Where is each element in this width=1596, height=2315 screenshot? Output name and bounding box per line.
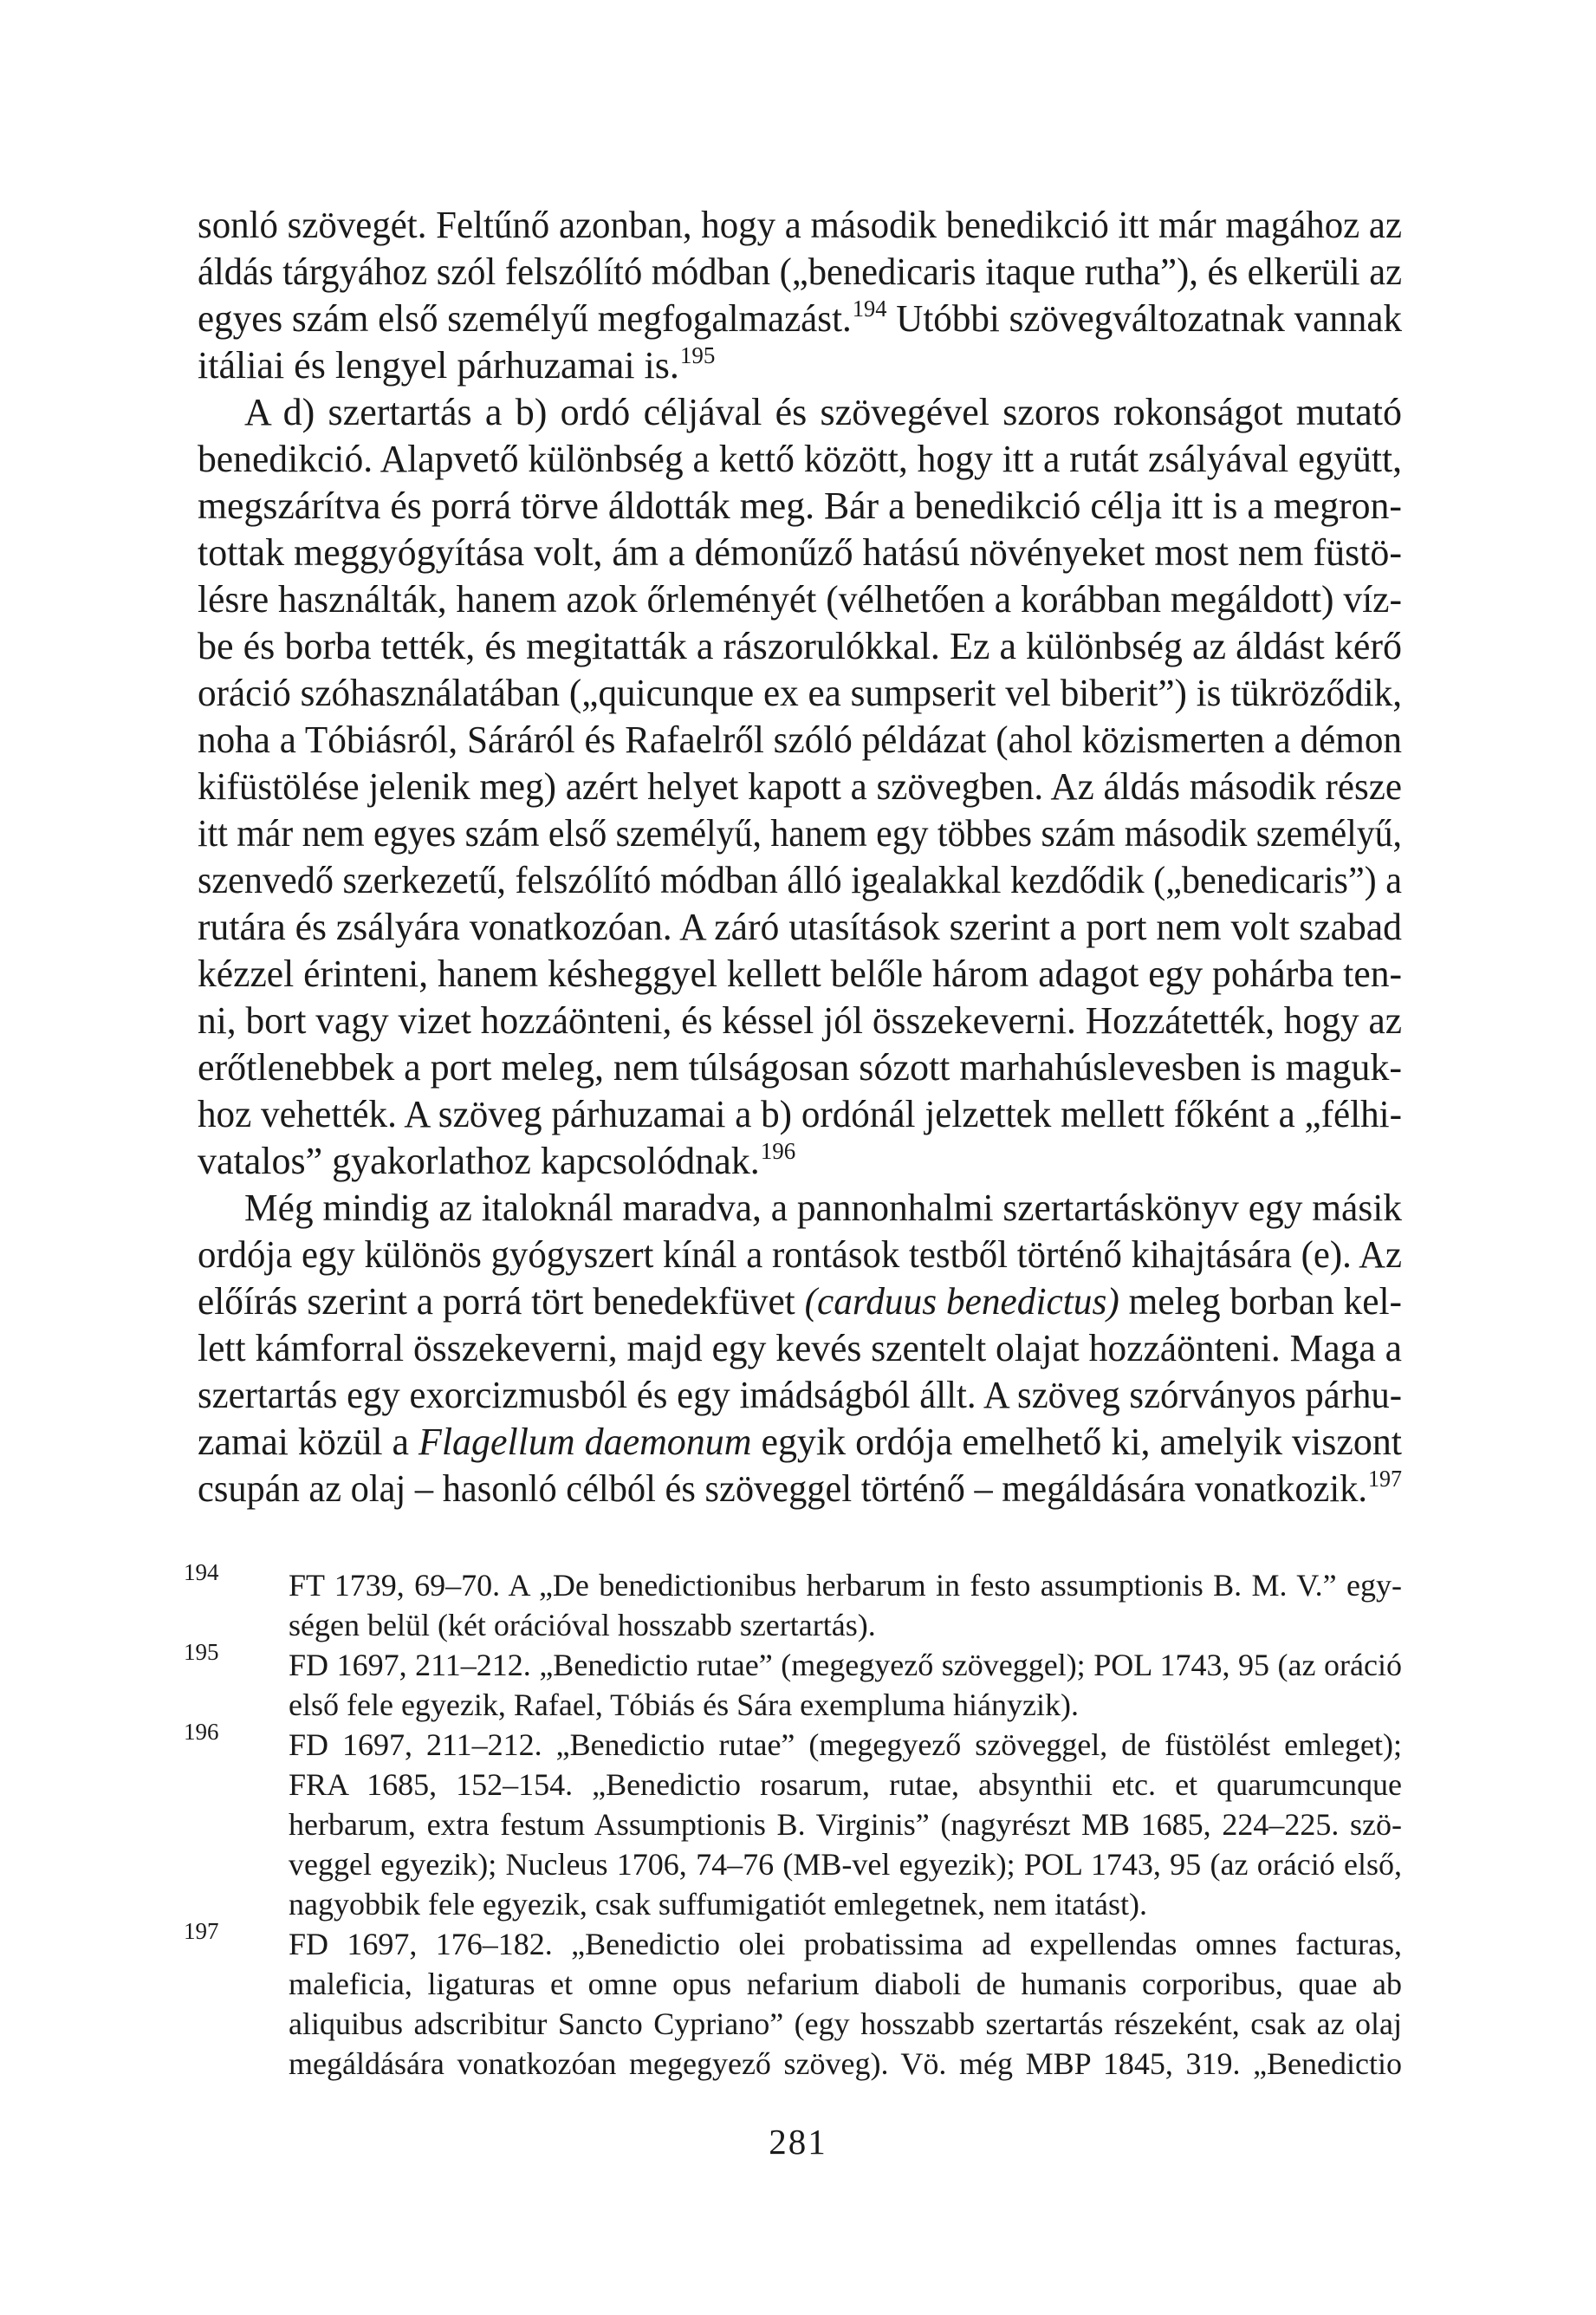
text-run: vatalos” gyakorlathoz kapcsolódnak. xyxy=(198,1140,760,1182)
line-content xyxy=(289,1608,876,1642)
text-run: meleg borban kel- xyxy=(1119,1280,1402,1323)
text-run: előírás szerint a porrá tört benedekfüvet xyxy=(198,1280,805,1323)
text-line xyxy=(198,764,1402,810)
text-line xyxy=(198,1232,1402,1278)
text-run: itt már nem egyes szám első személyű, hanem egy többes szám második személyű, xyxy=(198,812,1402,855)
text-run: megáldására vonatkozóan megegyező szöveg). Vö. még MBP 1845, 319. „Benedictio xyxy=(289,2046,1402,2081)
line-content xyxy=(289,1847,1402,1882)
text-run: FD 1697, 211–212. „Benedictio rutae” (megegyező szöveggel, de füstölést emleget); xyxy=(289,1727,1402,1762)
text-line xyxy=(198,1372,1402,1419)
line-content xyxy=(198,1232,1402,1278)
text-run: áldás tárgyához szól felszólító módban („benedicaris itaque rutha”), és elkerüli az xyxy=(198,250,1402,293)
footnote-number: 197 xyxy=(184,1918,219,1944)
line-content xyxy=(289,1687,1079,1722)
text-line xyxy=(198,717,1402,764)
line-content xyxy=(289,1967,1402,2001)
text-line xyxy=(198,951,1402,998)
text-line xyxy=(198,530,1402,576)
line-content xyxy=(198,530,1402,576)
text-run: ordója egy különös gyógyszert kínál a rontások testből történő kihajtására (e). Az xyxy=(198,1233,1402,1276)
text-run: egyik ordója emelhető ki, amelyik viszont xyxy=(751,1421,1402,1463)
text-run: zamai közül a xyxy=(198,1421,419,1463)
line-content xyxy=(198,296,1402,342)
text-run: FD 1697, 176–182. „Benedictio olei probatissima ad expellendas omnes facturas, xyxy=(289,1927,1402,1961)
line-content xyxy=(289,1648,1402,1682)
text-line xyxy=(198,1185,1402,1232)
line-content xyxy=(198,764,1402,810)
italic-text: Flagellum daemonum xyxy=(418,1421,752,1463)
line-content xyxy=(198,1091,1402,1138)
line-content xyxy=(244,391,1402,433)
line-content xyxy=(198,483,1402,530)
text-run: herbarum, extra festum Assumptionis B. Virginis” (nagyrészt MB 1685, 224–225. szö- xyxy=(289,1807,1402,1842)
text-line xyxy=(289,1884,1402,1924)
text-line xyxy=(198,623,1402,670)
line-content xyxy=(198,951,1402,998)
line-content xyxy=(198,1046,1402,1089)
line-content xyxy=(198,344,715,387)
line-content xyxy=(289,1767,1402,1802)
line-content xyxy=(198,1372,1402,1419)
text-line xyxy=(198,1138,1402,1185)
text-run: kifüstölése jelenik meg) azért helyet kapott a szövegben. Az áldás második része xyxy=(198,765,1402,808)
text-line xyxy=(198,1044,1402,1091)
line-content xyxy=(198,436,1402,483)
text-run: be és borba tették, és megitatták a rászorulókkal. Ez a különbség az áldást kérő xyxy=(198,625,1402,667)
text-line xyxy=(198,296,1402,342)
text-run: maleficia, ligaturas et omne opus nefarium diaboli de humanis corporibus, quae ab xyxy=(289,1967,1402,2001)
text-run: FD 1697, 211–212. „Benedictio rutae” (megegyező szöveggel); POL 1743, 95 (az oráció xyxy=(289,1648,1402,1682)
footnote-ref: 197 xyxy=(1367,1466,1402,1492)
text-run: oráció szóhasználatában („quicunque ex ea sumpserit vel biberit”) is tükröződik, xyxy=(198,672,1402,714)
text-run: hoz vehették. A szöveg párhuzamai a b) ordónál jelzettek mellett főként a „félhi- xyxy=(198,1093,1402,1135)
text-line xyxy=(198,389,1402,436)
text-run: FT 1739, 69–70. A „De benedictionibus herbarum in festo assumptionis B. M. V.” egy- xyxy=(289,1568,1402,1603)
text-line xyxy=(289,2004,1402,2044)
line-content xyxy=(198,202,1402,249)
footnote-number: 194 xyxy=(184,1559,219,1585)
text-run: sonló szövegét. Feltűnő azonban, hogy a második benedikció itt már magához az xyxy=(198,204,1402,246)
text-run: rutára és zsályára vonatkozóan. A záró utasítások szerint a port nem volt szabad xyxy=(198,906,1402,948)
text-line xyxy=(198,1091,1402,1138)
footnotes-section xyxy=(184,1559,1402,2084)
line-content xyxy=(289,1727,1402,1762)
text-run: kézzel érinteni, hanem késheggyel kellett belőle három adagot egy pohárba ten- xyxy=(198,953,1402,995)
text-run: aliquibus adscribitur Sancto Cypriano” (egy hosszabb szertartás részeként, csak az olaj xyxy=(289,2006,1402,2041)
text-run: veggel egyezik); Nucleus 1706, 74–76 (MB-vel egyezik); POL 1743, 95 (az oráció első, xyxy=(289,1847,1402,1882)
text-run: szenvedő szerkezetű, felszólító módban álló igealakkal kezdődik („benedicaris”) a xyxy=(198,859,1402,901)
text-run: megszárítva és porrá törve áldották meg. Bár a benedikció célja itt is a megron- xyxy=(198,484,1402,527)
line-content xyxy=(289,1807,1402,1842)
line-content xyxy=(198,1466,1402,1512)
line-content xyxy=(289,2046,1402,2081)
text-run: Még mindig az italoknál maradva, a pannonhalmi szertartáskönyv egy másik xyxy=(244,1187,1402,1229)
line-content xyxy=(244,1185,1402,1232)
text-run: lett kámforral összekeverni, majd egy kevés szentelt olajat hozzáönteni. Maga a xyxy=(198,1327,1402,1369)
text-line xyxy=(198,1278,1402,1325)
text-line xyxy=(289,1765,1402,1805)
line-content xyxy=(198,857,1402,904)
text-run: tottak meggyógyítása volt, ám a démonűző hatású növényeket most nem füstö- xyxy=(198,531,1402,574)
text-line xyxy=(289,1844,1402,1884)
text-run: csupán az olaj – hasonló célból és szöveggel történő – megáldására vonatkozik. xyxy=(198,1467,1367,1510)
text-run: nagyobbik fele egyezik, csak suffumigatiót emlegetnek, nem itatást). xyxy=(289,1887,1148,1922)
line-content xyxy=(289,2006,1402,2041)
footnote xyxy=(184,1639,1402,1725)
line-content xyxy=(198,576,1402,623)
line-content xyxy=(198,625,1402,667)
footnote-number: 196 xyxy=(184,1719,219,1745)
text-line xyxy=(198,998,1402,1044)
footnote-ref: 194 xyxy=(852,296,887,322)
text-run: A d) szertartás a b) ordó céljával és szövegével szoros rokonságot mutató xyxy=(244,391,1402,433)
text-run: FRA 1685, 152–154. „Benedictio rosarum, rutae, absynthii etc. et quarumcunque xyxy=(289,1767,1402,1802)
text-line xyxy=(289,1605,1402,1645)
body-text xyxy=(198,202,1402,1512)
text-line xyxy=(198,810,1402,857)
text-line xyxy=(289,1685,1402,1725)
text-line xyxy=(289,1565,1402,1605)
paragraph xyxy=(198,1185,1402,1512)
line-content xyxy=(198,249,1402,296)
text-line xyxy=(198,1419,1402,1466)
line-content xyxy=(289,1887,1147,1922)
text-run: noha a Tóbiásról, Sáráról és Rafaelről szóló példázat (ahol közismerten a démon xyxy=(198,719,1402,761)
line-content xyxy=(198,717,1402,764)
footnote-ref: 195 xyxy=(679,342,716,368)
text-run: ni, bort vagy vizet hozzáönteni, és késsel jól összekeverni. Hozzátették, hogy az xyxy=(198,999,1402,1042)
text-line xyxy=(289,1964,1402,2004)
text-line xyxy=(198,202,1402,249)
text-run: egyes szám első személyű megfogalmazást. xyxy=(198,297,852,340)
footnote xyxy=(184,1559,1402,1645)
footnote-ref: 196 xyxy=(760,1138,796,1164)
paragraph xyxy=(198,389,1402,1185)
text-run: erőtlenebbek a port meleg, nem túlságosan sózott marhahúslevesben is maguk- xyxy=(198,1046,1402,1089)
text-line xyxy=(198,576,1402,623)
text-run: szertartás egy exorcizmusból és egy imádságból állt. A szöveg szórványos párhu- xyxy=(198,1374,1402,1416)
page-number: 281 xyxy=(769,2122,827,2162)
line-content xyxy=(198,1140,795,1182)
text-line xyxy=(198,342,1402,389)
footnote-number: 195 xyxy=(184,1639,219,1665)
line-content xyxy=(198,904,1402,951)
text-line xyxy=(198,857,1402,904)
text-line xyxy=(198,904,1402,951)
line-content xyxy=(289,1927,1402,1961)
text-line xyxy=(289,1645,1402,1685)
line-content xyxy=(198,1278,1402,1325)
line-content xyxy=(198,1325,1402,1372)
line-content xyxy=(198,810,1402,857)
line-content xyxy=(289,1568,1402,1603)
text-line xyxy=(198,483,1402,530)
text-line xyxy=(198,1466,1402,1512)
paragraph xyxy=(198,202,1402,389)
text-line xyxy=(198,249,1402,296)
line-content xyxy=(198,670,1402,717)
line-content xyxy=(198,998,1402,1044)
text-line xyxy=(198,670,1402,717)
text-line xyxy=(289,1725,1402,1765)
text-line xyxy=(289,2044,1402,2084)
italic-text: (carduus benedictus) xyxy=(804,1280,1119,1323)
text-line xyxy=(289,1924,1402,1964)
text-run: benedikció. Alapvető különbség a kettő között, hogy itt a rutát zsályával együtt, xyxy=(198,438,1402,480)
text-line xyxy=(289,1805,1402,1844)
text-run: lésre használták, hanem azok őrleményét (vélhetően a korábban megáldott) víz- xyxy=(198,578,1402,621)
text-run: Utóbbi szövegváltozatnak vannak xyxy=(886,297,1402,340)
text-line xyxy=(198,1325,1402,1372)
text-line xyxy=(198,436,1402,483)
footnote xyxy=(184,1719,1402,1924)
footnote xyxy=(184,1918,1402,2084)
text-run: ségen belül (két orációval hosszabb szertartás). xyxy=(289,1608,876,1642)
line-content xyxy=(198,1419,1402,1466)
text-run: első fele egyezik, Rafael, Tóbiás és Sára exempluma hiányzik). xyxy=(289,1687,1079,1722)
text-run: itáliai és lengyel párhuzamai is. xyxy=(198,344,679,387)
